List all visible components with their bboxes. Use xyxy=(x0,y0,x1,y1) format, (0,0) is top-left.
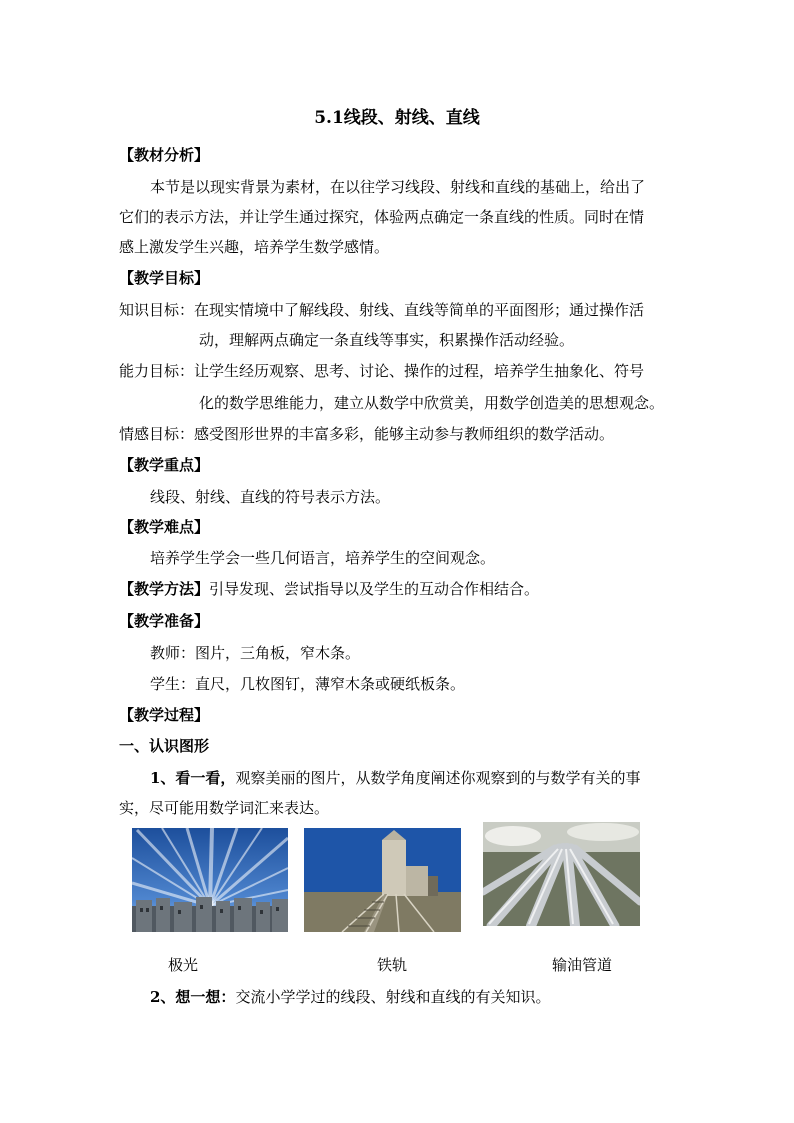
step2-line xyxy=(150,987,550,1007)
pipeline-photo xyxy=(483,822,640,926)
step1-line: 实，尽可能用数学词汇来表达。 xyxy=(119,799,330,817)
step2-text: 交流小学学过的线段、射线和直线的有关知识。 xyxy=(235,988,551,1006)
goal-ability-line: 化的数学思维能力，建立从数学中欣赏美，用数学创造美的思想观念。 xyxy=(199,394,665,412)
analysis-line: 本节是以现实背景为素材，在以往学习线段、射线和直线的基础上，给出了 xyxy=(150,178,646,196)
method-heading: 【教学方法】 xyxy=(119,580,210,598)
step2-label: 2、想一想： xyxy=(150,988,236,1006)
method-text: 引导发现、尝试指导以及学生的互动合作相结合。 xyxy=(209,580,540,598)
goal-emotion: 情感目标：感受图形世界的丰富多彩，能够主动参与教师组织的数学活动。 xyxy=(119,425,615,443)
step1-line xyxy=(150,768,640,788)
method-line xyxy=(119,579,539,599)
analysis-line: 它们的表示方法，并让学生通过探究，体验两点确定一条直线的性质。同时在情 xyxy=(119,208,645,226)
goal-knowledge-line: 知识目标：在现实情境中了解线段、射线、直线等简单的平面图形；通过操作活 xyxy=(119,301,645,319)
key-text: 线段、射线、直线的符号表示方法。 xyxy=(150,488,391,506)
goals-heading: 【教学目标】 xyxy=(119,269,210,287)
prep-heading: 【教学准备】 xyxy=(119,612,210,630)
railway-photo xyxy=(304,828,461,932)
photo-caption-aurora: 极光 xyxy=(168,956,199,974)
goal-ability-line: 能力目标：让学生经历观察、思考、讨论、操作的过程，培养学生抽象化、符号 xyxy=(119,362,645,380)
photo-caption-railway: 铁轨 xyxy=(377,956,408,974)
page-title: 5.1线段、射线、直线 xyxy=(314,108,480,128)
process-heading: 【教学过程】 xyxy=(119,706,210,724)
part1-heading: 一、认识图形 xyxy=(119,737,210,755)
aurora-sky-photo xyxy=(132,828,288,932)
goal-knowledge-line: 动，理解两点确定一条直线等事实，积累操作活动经验。 xyxy=(199,331,575,349)
step1-text: 观察美丽的图片，从数学角度阐述你观察到的与数学有关的事 xyxy=(235,769,641,787)
difficulty-heading: 【教学难点】 xyxy=(119,518,210,536)
prep-student: 学生：直尺，几枚图钉，薄窄木条或硬纸板条。 xyxy=(150,675,466,693)
prep-teacher: 教师：图片，三角板，窄木条。 xyxy=(150,644,361,662)
analysis-line: 感上激发学生兴趣，培养学生数学感情。 xyxy=(119,238,390,256)
step1-label: 1、看一看， xyxy=(150,769,236,787)
difficulty-text: 培养学生学会一些几何语言，培养学生的空间观念。 xyxy=(150,549,496,567)
key-heading: 【教学重点】 xyxy=(119,456,210,474)
photo-caption-pipeline: 输油管道 xyxy=(552,956,613,974)
analysis-heading: 【教材分析】 xyxy=(119,146,210,164)
